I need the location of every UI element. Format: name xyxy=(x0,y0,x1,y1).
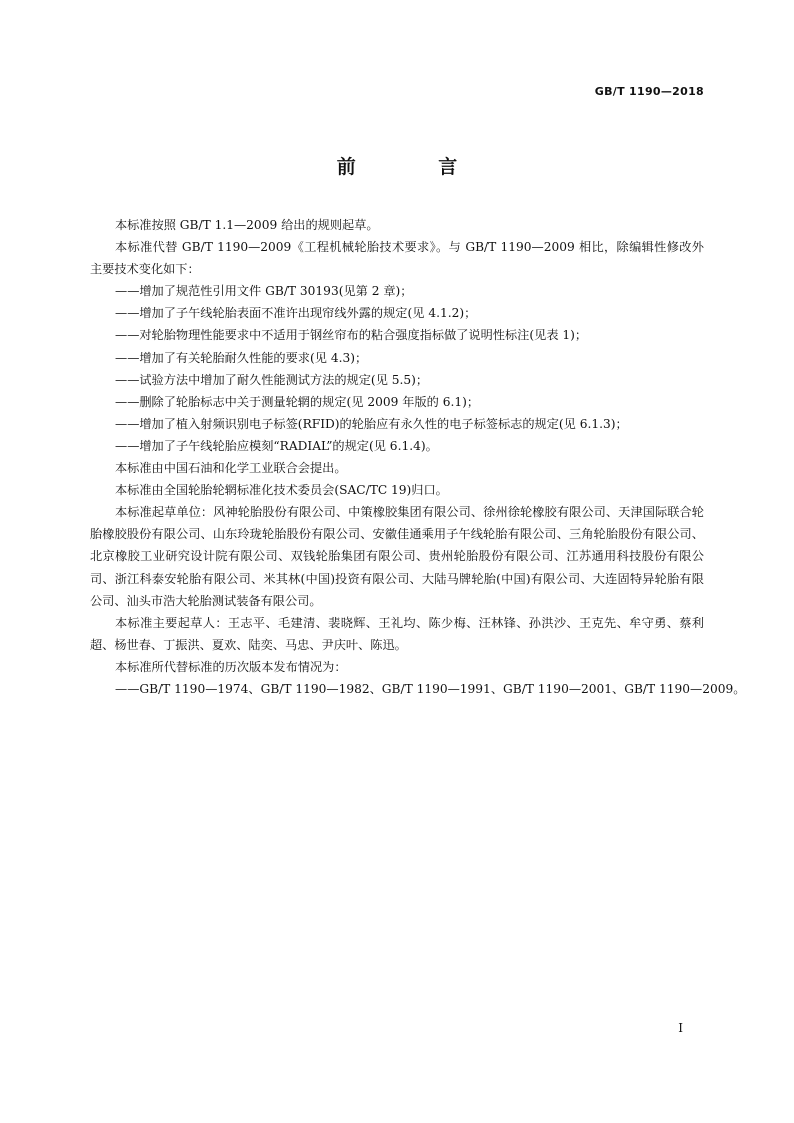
drafters-paragraph: 本标准主要起草人：王志平、毛建清、裴晓辉、王礼均、陈少梅、汪林锋、孙洪沙、王克先、牟守勇、蔡利超、杨世春、丁振洪、夏欢、陆奕、马忠、尹庆叶、陈迅。 xyxy=(90,615,704,652)
drafting-units-paragraph: 本标准起草单位：风神轮胎股份有限公司、中策橡胶集团有限公司、徐州徐轮橡胶有限公司、天津国际联合轮胎橡胶股份有限公司、山东玲珑轮胎股份有限公司、安徽佳通乘用子午线轮胎有限公司、三角轮胎股份有限公司、北京橡胶工业研究设计院有限公司、双钱轮胎集团有限公司、贵州轮胎股份有限公司、江苏通用科技股份有限公司、浙江科泰安轮胎有限公司、米其林(中国)投资有限公司、大陆马牌轮胎(中国)有限公司、大连固特异轮胎有限公司、汕头市浩大轮胎测试装备有限公司。 xyxy=(90,505,704,608)
drafting-rule-paragraph: 本标准按照 GB/T 1.1—2009 给出的规则起草。 xyxy=(115,218,379,232)
page-number: I xyxy=(678,1021,683,1035)
foreword-body xyxy=(90,214,746,700)
change-item: ——试验方法中增加了耐久性能测试方法的规定(见 5.5)； xyxy=(115,372,429,387)
change-item: ——增加了子午线轮胎表面不准许出现帘线外露的规定(见 4.1.2)； xyxy=(115,306,477,321)
change-item: ——对轮胎物理性能要求中不适用于钢丝帘布的粘合强度指标做了说明性标注(见表 1)； xyxy=(115,328,588,343)
previous-editions-item: ——GB/T 1190—1974、GB/T 1190—1982、GB/T 1190—1991、GB/T 1190—2001、GB/T 1190—2009。 xyxy=(115,681,746,696)
committee-paragraph: 本标准由全国轮胎轮辋标准化技术委员会(SAC/TC 19)归口。 xyxy=(115,483,448,498)
history-intro-paragraph: 本标准所代替标准的历次版本发布情况为： xyxy=(115,659,347,674)
change-item: ——增加了有关轮胎耐久性能的要求(见 4.3)； xyxy=(115,350,368,365)
standard-code-header: GB/T 1190—2018 xyxy=(594,85,704,98)
change-item: ——增加了植入射频识别电子标签(RFID)的轮胎应有永久性的电子标签标志的规定(见 6.1.3)； xyxy=(115,416,628,431)
change-item: ——删除了轮胎标志中关于测量轮辋的规定(见 2009 年版的 6.1)； xyxy=(115,394,480,409)
replacement-paragraph: 本标准代替 GB/T 1190—2009《工程机械轮胎技术要求》。与 GB/T 1190—2009 相比，除编辑性修改外主要技术变化如下： xyxy=(90,240,704,277)
change-item: ——增加了子午线轮胎应模刻“RADIAL”的规定(见 6.1.4)。 xyxy=(115,438,438,453)
page-title: 前 言 xyxy=(336,156,496,178)
changes-list xyxy=(90,280,704,457)
proposer-paragraph: 本标准由中国石油和化学工业联合会提出。 xyxy=(115,461,347,476)
change-item: ——增加了规范性引用文件 GB/T 30193(见第 2 章)； xyxy=(115,284,413,299)
